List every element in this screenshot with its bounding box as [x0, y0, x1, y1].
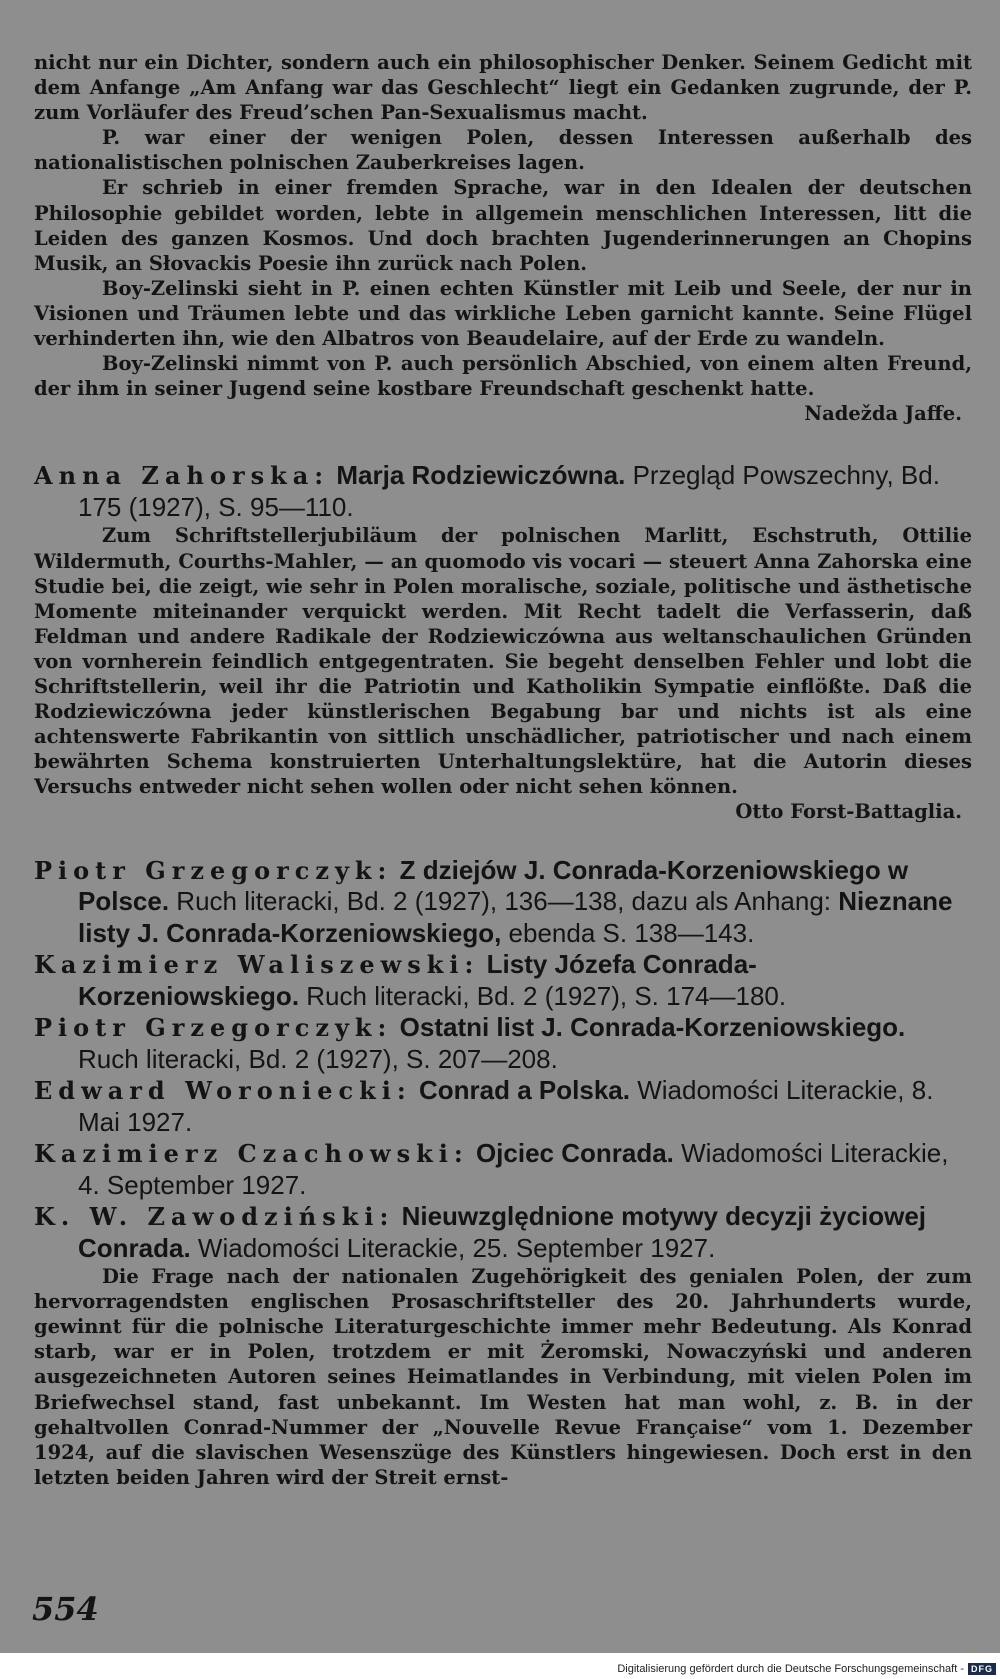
entry-title: Z dziejów J. Conrada-Korzeniowskiego w Polsce.	[78, 854, 909, 917]
entry-title: Marja Rodziewiczówna.	[336, 460, 626, 491]
citation	[34, 460, 972, 523]
review-paragraph: Die Frage nach der nationalen Zugehörigkeit des genialen Polen, der zum hervorragendsten englischen Prosaschriftsteller des 20. Jahrhunderts wurde, gewinnt für die polnische Literaturgeschichte immer mehr Bedeutung. Als Konrad starb, war er in Polen, trotzdem er mit Żeromski, Nowaczyński und anderen ausgezeichneten Autoren seines Heimatlandes in Verbindung, mit vielen Polen im Briefwechsel stand, fast unbekannt. Im Westen hat man wohl, z. B. in der gehaltvollen Conrad-Nummer der „Nouvelle Revue Française“ vom 1. Dezember 1924, auf die slavischen Wesenszüge des Künstlers hingewiesen. Doch erst in den letzten beiden Jahren wird der Streit ernst-	[34, 1265, 972, 1489]
entry-author: Piotr Grzegorczyk:	[34, 855, 393, 885]
entry-journal: Ruch literacki, Bd. 2 (1927), S. 174—180.	[306, 980, 787, 1011]
citation	[34, 1012, 972, 1075]
text-column	[34, 50, 972, 1490]
citation	[34, 949, 972, 1012]
entry-author: Edward Woroniecki:	[34, 1076, 412, 1106]
page-number: 554	[32, 1590, 99, 1628]
dfg-logo: DFG	[968, 1663, 996, 1675]
paragraph: P. war einer der wenigen Polen, dessen Interessen außerhalb des nationalistischen polnischen Zauberkreises lagen.	[34, 126, 972, 175]
entry-title: Listy Józefa Conrada-Korzeniowskiego.	[78, 949, 757, 1011]
entry-author: Kazimierz Waliszewski:	[34, 950, 480, 980]
entry-journal: Wiadomości Literackie, 8. Mai 1927.	[78, 1075, 934, 1137]
entry-journal: Wiadomości Literackie, 25. September 1927.	[197, 1232, 716, 1263]
entry-author: Piotr Grzegorczyk:	[34, 1013, 393, 1043]
entry-journal: Przegląd Powszechny, Bd. 175 (1927), S. 95—110.	[78, 460, 940, 522]
reviewer-signature: Otto Forst-Battaglia.	[735, 800, 962, 824]
entry-author: Kazimierz Czachowski:	[34, 1139, 469, 1169]
entry-journal: Ruch literacki, Bd. 2 (1927), 136—138, dazu als Anhang:	[176, 886, 832, 917]
entry-author: Anna Zahorska:	[34, 461, 330, 491]
paragraph: nicht nur ein Dichter, sondern auch ein philosophischer Denker. Seinem Gedicht mit dem Anfange „Am Anfang war das Geschlecht“ liegt ein Gedanken zugrunde, der P. zum Vorläufer des Freud’schen Pan-Sexualismus macht.	[34, 51, 972, 125]
entry-title: Ostatni list J. Conrada-Korzeniowskiego.	[399, 1012, 906, 1043]
citation	[34, 1201, 972, 1264]
digitization-footer	[617, 1663, 996, 1675]
entry-journal: Ruch literacki, Bd. 2 (1927), S. 207—208.	[78, 1043, 558, 1074]
entry-journal: ebenda S. 138—143.	[508, 917, 755, 948]
paragraph: Boy-Zelinski sieht in P. einen echten Künstler mit Leib und Seele, der nur in Visionen und Träumen lebte und das wirkliche Leben garnicht kannte. Seine Flügel verhinderten ihn, wie den Albatros von Beaudelaire, auf der Erde zu wandeln.	[34, 276, 972, 351]
bibliography-list	[34, 855, 972, 1490]
reviewer-signature: Nadežda Jaffe.	[804, 402, 962, 426]
citation	[34, 855, 972, 950]
footer-credit: Digitalisierung gefördert durch die Deutsche Forschungsgemeinschaft -	[617, 1663, 964, 1675]
bibliography-entry	[34, 460, 972, 824]
paragraph: Er schrieb in einer fremden Sprache, war in den Idealen der deutschen Philosophie gebildet worden, lebte in allgemein menschlichen Interessen, litt die Leiden des ganzen Kosmos. Und doch brachten Jugenderinnerungen an Chopins Musik, an Słovackis Poesie ihn zurück nach Polen.	[34, 176, 972, 275]
review-paragraph: Zum Schriftstellerjubiläum der polnischen Marlitt, Eschstruth, Ottilie Wildermuth, Courths-Mahler, — an quomodo vis vocari — steuert Anna Zahorska eine Studie bei, die zeigt, wie sehr in Polen moralische, soziale, politische und ästhetische Momente miteinander verquickt werden. Mit Recht tadelt die Verfasserin, daß Feldman und andere Radikale der Rodziewiczówna aus weltanschaulichen Gründen von vornherein feindlich entgegentraten. Sie begeht denselben Fehler und lobt die Schriftstellerin, weil ihr die Patriotin und Katholikin Sympatie einflößte. Daß die Rodziewiczówna jeder künstlerischen Begabung bar und nichts ist als eine achtenswerte Fabrikantin von sittlich unschädlicher, patriotischer und nach einem bewährten Schema konstruierten Unterhaltungslektüre, hat die Autorin dieses Versuchs entweder nicht sehen wollen oder nicht sehen können.	[34, 524, 972, 799]
citation	[34, 1075, 972, 1138]
entry-author: K. W. Zawodziński:	[34, 1202, 395, 1232]
paragraph: Boy-Zelinski nimmt von P. auch persönlich Abschied, von einem alten Freund, der ihm in seiner Jugend seine kostbare Freundschaft geschenkt hatte.	[34, 352, 972, 401]
entry-title: Nieuwzględnione motywy decyzji życiowej Conrada.	[78, 1201, 927, 1263]
citation	[34, 1138, 972, 1201]
review-continuation	[34, 50, 972, 426]
entry-journal: Wiadomości Literackie, 4. September 1927.	[78, 1138, 949, 1200]
entry-title: Conrad a Polska.	[419, 1075, 630, 1106]
entry-title: Ojciec Conrada.	[475, 1138, 674, 1169]
entry-title: Nieznane listy J. Conrada-Korzeniowskiego,	[78, 886, 953, 948]
